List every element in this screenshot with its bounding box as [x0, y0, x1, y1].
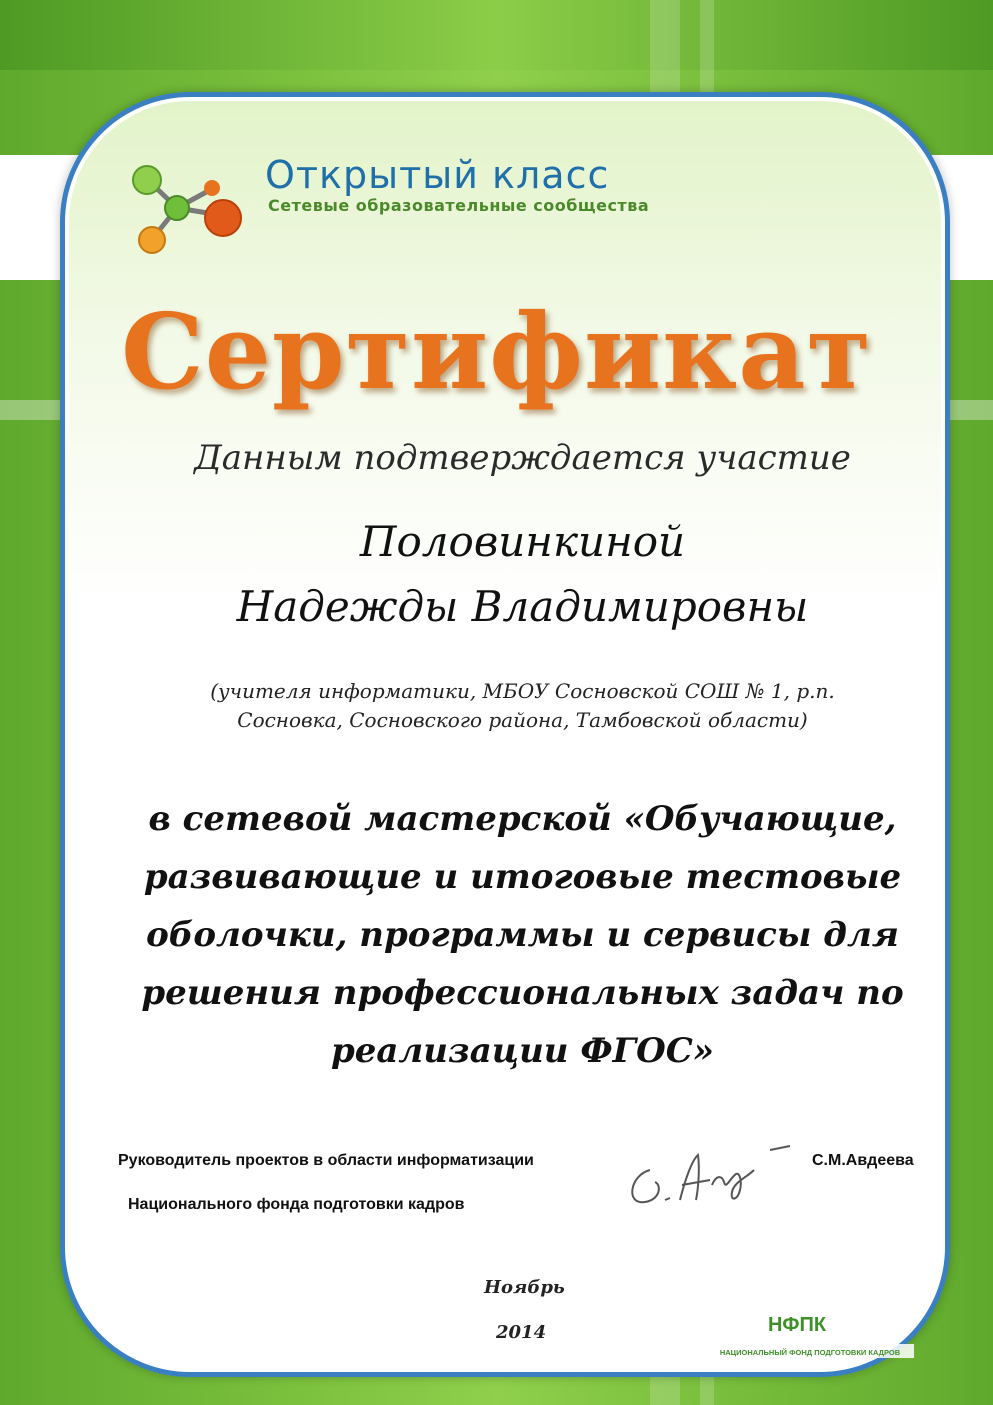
- brand-subtitle: Сетевые образовательные сообщества: [268, 196, 650, 215]
- workshop-line: в сетевой мастерской «Обучающие,: [148, 799, 897, 839]
- top-stripe: [0, 0, 993, 70]
- workshop-line: реализации ФГОС»: [330, 1031, 714, 1071]
- signatory-name: С.М.Авдеева: [812, 1152, 914, 1169]
- brand-title: Открытый класс: [265, 153, 610, 197]
- nfpk-seal-logo: [700, 1240, 920, 1365]
- issue-year: 2014: [496, 1322, 547, 1343]
- workshop-line: развивающие и итоговые тестовые: [143, 857, 902, 897]
- signatory-organization: Национального фонда подготовки кадров: [128, 1196, 465, 1213]
- issue-month: Ноябрь: [484, 1277, 565, 1298]
- nfpk-full-name: НАЦИОНАЛЬНЫЙ ФОНД ПОДГОТОВКИ КАДРОВ: [719, 1348, 901, 1357]
- workshop-line: оболочки, программы и сервисы для: [146, 915, 899, 955]
- confirm-text: Данным подтверждается участие: [194, 438, 851, 478]
- molecule-icon: [115, 160, 255, 260]
- recipient-surname: Половинкиной: [359, 517, 686, 566]
- recipient-given-names: Надежды Владимировны: [236, 582, 809, 631]
- recipient-position-line: Сосновка, Сосновского района, Тамбовской области): [237, 708, 808, 732]
- nfpk-abbr: НФПК: [767, 1314, 827, 1336]
- signatory-role: Руководитель проектов в области информатизации: [118, 1152, 534, 1169]
- certificate-heading: Сертификат: [120, 290, 873, 413]
- workshop-line: решения профессиональных задач по: [141, 973, 904, 1013]
- handwritten-signature: [620, 1130, 810, 1215]
- recipient-position-line: (учителя информатики, МБОУ Сосновской СОШ № 1, р.п.: [210, 679, 835, 703]
